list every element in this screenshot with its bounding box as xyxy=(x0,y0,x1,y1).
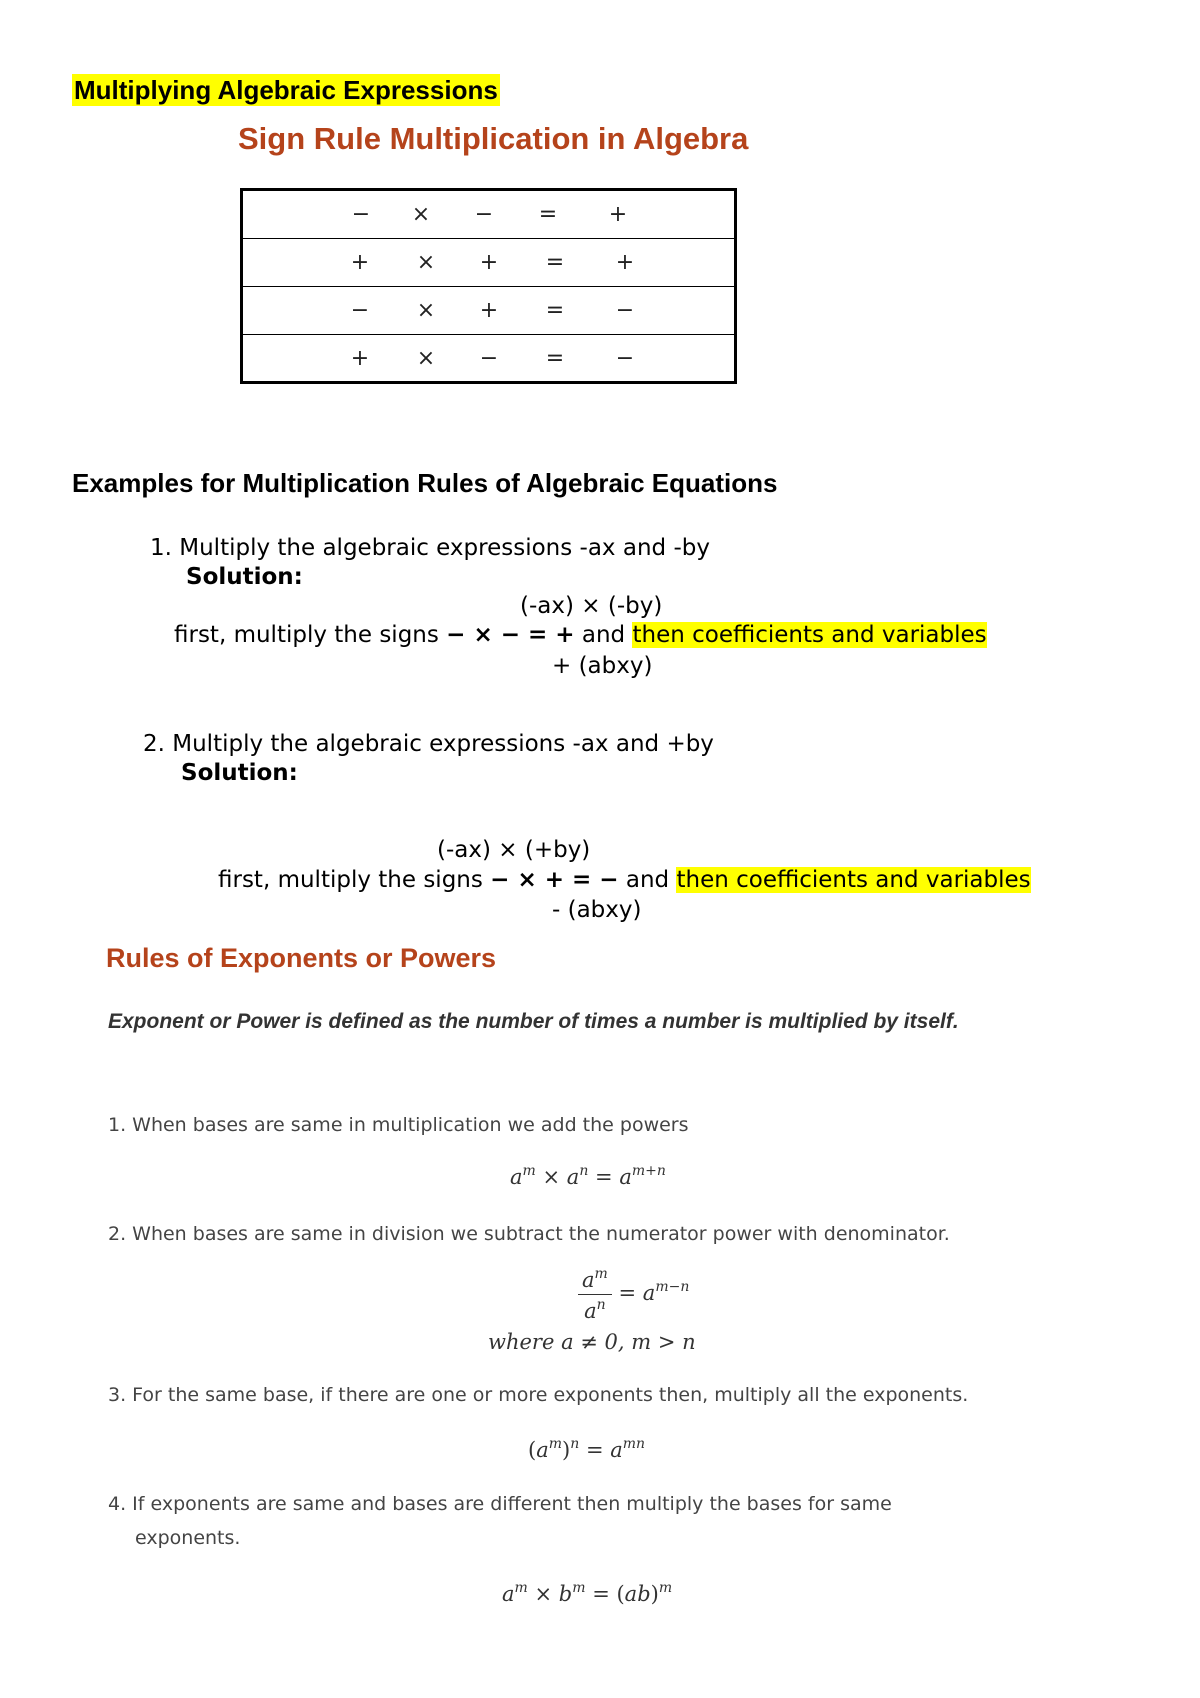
step-highlight: then coefficients and variables xyxy=(676,867,1031,893)
exponents-title: Rules of Exponents or Powers xyxy=(106,943,497,973)
exponent-rule-1: 1. When bases are same in multiplication we add the powers xyxy=(108,1114,689,1136)
exponent-rule-3: 3. For the same base, if there are one or more exponents then, multiply all the exponents. xyxy=(108,1384,969,1406)
example-1-step xyxy=(174,620,987,650)
step-highlight: then coefficients and variables xyxy=(632,622,987,648)
example-2-question xyxy=(143,729,714,759)
sign-row xyxy=(243,191,734,238)
formula-same-exponent-rule: $a^m \times b^m = (ab)^m$ xyxy=(502,1580,673,1606)
sign-cell: = xyxy=(545,250,565,275)
formula-power-rule: $(a^m)^n = a^{mn}$ xyxy=(528,1436,646,1462)
example-number: 1. xyxy=(150,535,172,561)
page-heading: Multiplying Algebraic Expressions xyxy=(74,75,498,105)
example-question-text: Multiply the algebraic expressions -ax and -by xyxy=(179,535,710,561)
sign-cell: × xyxy=(416,250,436,275)
example-1-result: + (abxy) xyxy=(552,653,653,679)
sign-cell: + xyxy=(479,250,499,275)
quotient-condition: where a ≠ 0, m > n xyxy=(488,1330,696,1354)
example-2-expression: (-ax) × (+by) xyxy=(437,837,591,863)
sign-cell: − xyxy=(615,346,635,371)
sign-cell: + xyxy=(350,346,370,371)
sign-cell: + xyxy=(479,298,499,323)
example-2-step xyxy=(218,865,1031,895)
sign-rule-title: Sign Rule Multiplication in Algebra xyxy=(238,121,749,156)
step-prefix: first, multiply the signs xyxy=(174,622,439,648)
sign-cell: = xyxy=(545,346,565,371)
sign-cell: × xyxy=(416,346,436,371)
step-and: and xyxy=(581,622,626,648)
fraction: $\frac{a^m}{a^n}$ xyxy=(578,1266,612,1323)
examples-heading: Examples for Multiplication Rules of Algebraic Equations xyxy=(72,468,778,498)
sign-cell: + xyxy=(608,202,628,227)
sign-cell: × xyxy=(416,298,436,323)
sign-cell: + xyxy=(615,250,635,275)
step-signs: − × − = + xyxy=(446,622,575,648)
sign-cell: = xyxy=(545,298,565,323)
sign-cell: + xyxy=(350,250,370,275)
sign-cell: − xyxy=(350,298,370,323)
sign-row xyxy=(243,286,734,333)
sign-cell: × xyxy=(411,202,431,227)
formula-product-rule: $a^m \times a^n = a^{m+n}$ xyxy=(510,1163,666,1189)
sign-row xyxy=(243,334,734,381)
exponent-definition: Exponent or Power is defined as the number of times a number is multiplied by itself. xyxy=(108,1010,959,1033)
example-2-result: - (abxy) xyxy=(552,897,642,923)
sign-rule-table xyxy=(240,188,737,384)
example-1-solution-label: Solution: xyxy=(186,564,303,590)
example-1-question xyxy=(150,533,710,563)
sign-row xyxy=(243,238,734,285)
step-prefix: first, multiply the signs xyxy=(218,867,483,893)
step-signs: − × + = − xyxy=(490,867,619,893)
sign-cell: − xyxy=(615,298,635,323)
formula-quotient-rule: $\frac{a^m}{a^n}$ = $a^{m-n}$ xyxy=(578,1266,689,1323)
sign-cell: − xyxy=(474,202,494,227)
sign-cell: − xyxy=(479,346,499,371)
sign-cell: − xyxy=(351,202,371,227)
exponent-rule-4-line-2: exponents. xyxy=(135,1527,241,1549)
exponent-rule-4-line-1: 4. If exponents are same and bases are different then multiply the bases for same xyxy=(108,1493,892,1515)
step-and: and xyxy=(625,867,670,893)
example-number: 2. xyxy=(143,731,165,757)
exponent-rule-2: 2. When bases are same in division we subtract the numerator power with denominator. xyxy=(108,1223,950,1245)
example-2-solution-label: Solution: xyxy=(181,760,298,786)
example-1-expression: (-ax) × (-by) xyxy=(520,593,663,619)
example-question-text: Multiply the algebraic expressions -ax and +by xyxy=(172,731,714,757)
sign-cell: = xyxy=(538,202,558,227)
